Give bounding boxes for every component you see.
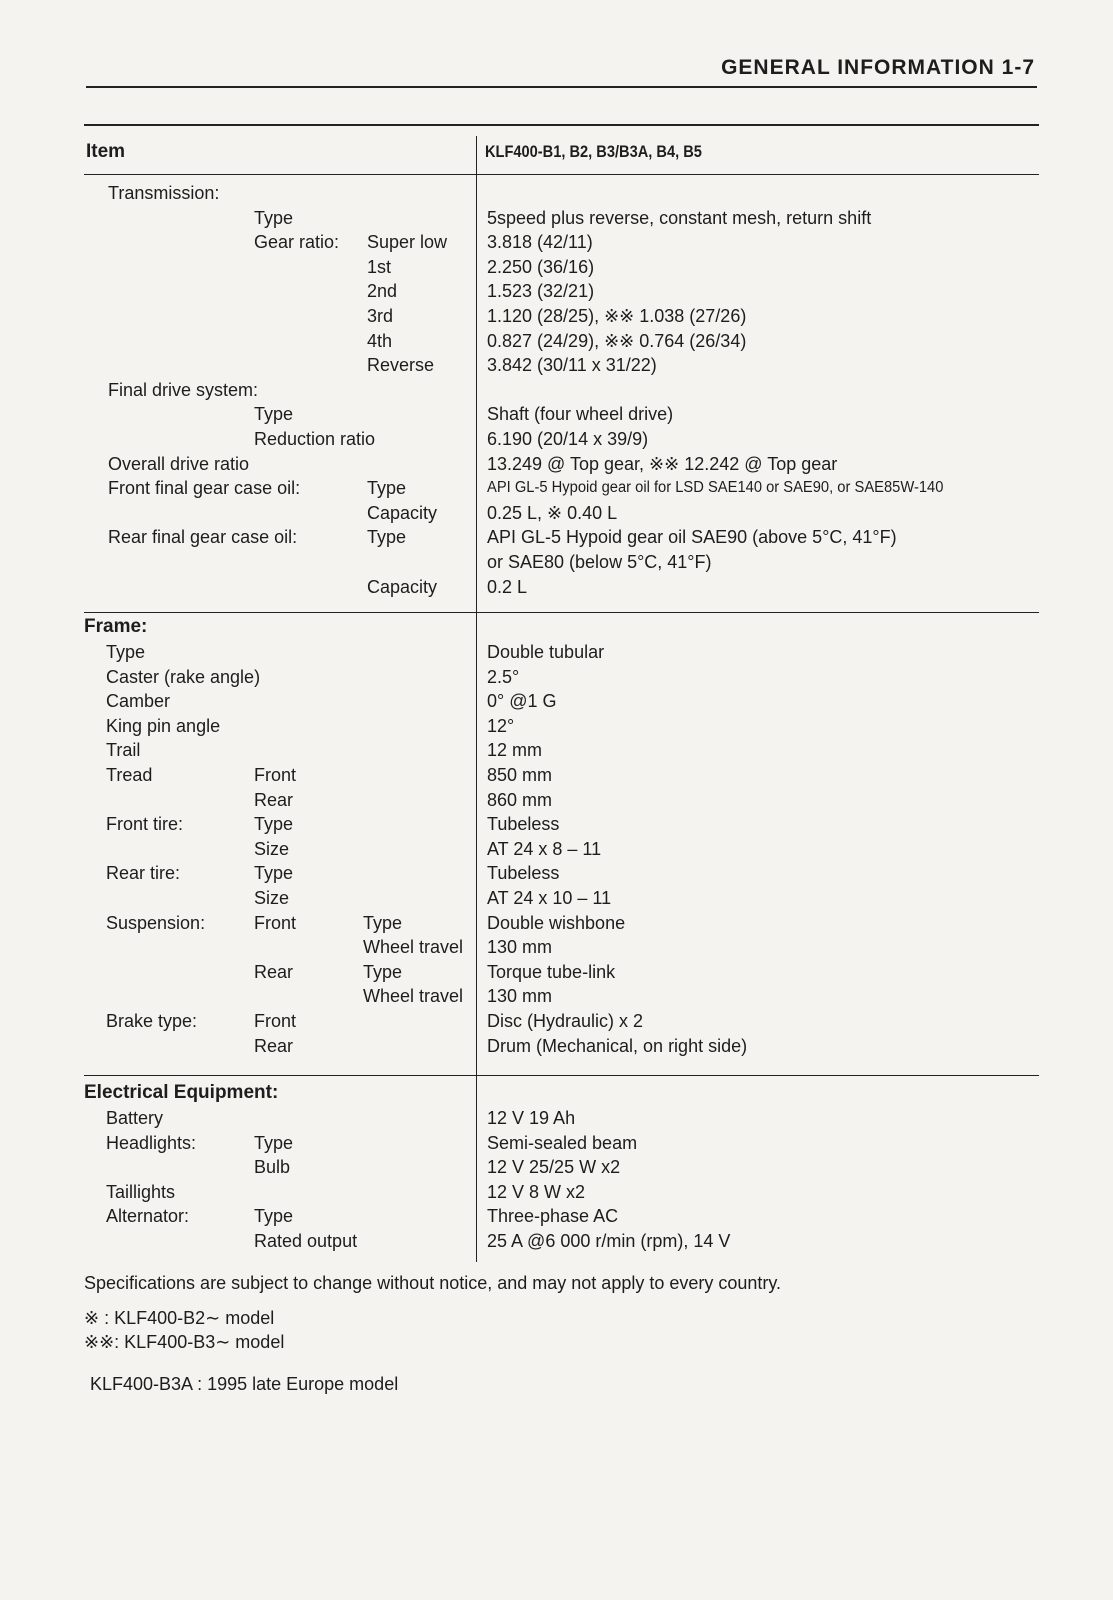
spec-sublabel: Type <box>254 814 294 835</box>
spec-sublabel: Gear ratio: <box>254 232 340 253</box>
frame-section-title: Frame: <box>84 616 148 637</box>
spec-value: 3.842 (30/11 x 31/22) <box>487 355 657 376</box>
spec-sublabel: Type <box>254 207 294 228</box>
spec-value: 860 mm <box>487 789 553 810</box>
spec-value: 12 mm <box>487 740 543 761</box>
spec-subsublabel: Capacity <box>367 576 438 597</box>
footnote-b2: ※ : KLF400-B2∼ model <box>84 1308 275 1328</box>
spec-subsublabel: 1st <box>367 256 392 277</box>
spec-label: Alternator: <box>106 1206 190 1227</box>
spec-value: 12 V 25/25 W x2 <box>487 1157 621 1178</box>
spec-label: Overall drive ratio <box>108 453 250 474</box>
spec-value: or SAE80 (below 5°C, 41°F) <box>487 552 712 572</box>
spec-value: 130 mm <box>487 986 553 1007</box>
footnote-b3: ※※: KLF400-B3∼ model <box>84 1332 285 1352</box>
spec-sublabel: Rear <box>254 1035 294 1056</box>
spec-sublabel: Size <box>254 838 290 859</box>
spec-sublabel: Type <box>254 863 294 884</box>
spec-subsublabel: Type <box>363 961 403 982</box>
spec-sublabel: Type <box>254 404 294 425</box>
spec-sublabel: Reduction ratio <box>254 429 376 449</box>
spec-label: Camber <box>106 691 171 712</box>
spec-value: Tubeless <box>487 814 560 835</box>
table-top-rule <box>84 124 1039 126</box>
spec-value: 25 A @6 000 r/min (rpm), 14 V <box>487 1231 731 1251</box>
column-divider <box>476 136 477 1262</box>
spec-label: Tread <box>106 765 153 785</box>
spec-value: Disc (Hydraulic) x 2 <box>487 1011 644 1031</box>
spec-value: 1.523 (32/21) <box>487 281 595 302</box>
spec-value: Double wishbone <box>487 912 626 933</box>
footnote-b3a: KLF400-B3A : 1995 late Europe model <box>90 1374 399 1394</box>
disclaimer-note: Specifications are subject to change without notice, and may not apply to every country. <box>84 1273 782 1293</box>
spec-value: 0.25 L, ※ 0.40 L <box>487 502 618 523</box>
spec-label: King pin angle <box>106 715 221 736</box>
spec-label: Taillights <box>106 1181 176 1202</box>
spec-value: Semi-sealed beam <box>487 1132 638 1153</box>
spec-value: 5speed plus reverse, constant mesh, return shift <box>487 207 872 228</box>
spec-sublabel: Front <box>254 765 297 785</box>
spec-value: Torque tube-link <box>487 961 616 982</box>
spec-label: Suspension: <box>106 912 206 933</box>
header-rule <box>86 86 1037 88</box>
spec-value: Tubeless <box>487 863 560 884</box>
spec-sublabel: Front <box>254 1011 297 1031</box>
spec-value: 13.249 @ Top gear, ※※ 12.242 @ Top gear <box>487 453 838 474</box>
spec-label: Caster (rake angle) <box>106 666 261 687</box>
spec-value: Shaft (four wheel drive) <box>487 404 674 425</box>
spec-sublabel: Rear <box>254 789 294 810</box>
spec-label: Rear final gear case oil: <box>108 527 298 548</box>
frame-section-rule <box>84 612 1039 613</box>
spec-value: 2.5° <box>487 666 520 687</box>
spec-value: Drum (Mechanical, on right side) <box>487 1035 748 1056</box>
page-header-title: GENERAL INFORMATION 1-7 <box>721 56 1035 79</box>
electrical-section-title: Electrical Equipment: <box>84 1082 279 1103</box>
item-header-rule <box>84 174 1039 175</box>
model-column-header: KLF400-B1, B2, B3/B3A, B4, B5 <box>485 142 702 161</box>
spec-subsublabel: Type <box>363 912 403 933</box>
spec-label: Trail <box>106 740 141 761</box>
spec-value: 2.250 (36/16) <box>487 256 595 277</box>
spec-label: Battery <box>106 1108 164 1128</box>
spec-sublabel: Size <box>254 888 290 908</box>
spec-sublabel: Rated output <box>254 1231 358 1251</box>
spec-subsublabel: Type <box>367 527 407 548</box>
spec-value: 6.190 (20/14 x 39/9) <box>487 429 649 449</box>
spec-label: Front final gear case oil: <box>108 478 301 499</box>
spec-value: 0° @1 G <box>487 691 557 712</box>
spec-value: 12 V 19 Ah <box>487 1108 576 1128</box>
spec-subsublabel: 2nd <box>367 281 398 302</box>
spec-sublabel: Type <box>254 1132 294 1153</box>
spec-sublabel: Bulb <box>254 1157 291 1178</box>
spec-subsublabel: Wheel travel <box>363 986 464 1007</box>
item-column-header: Item <box>86 141 126 162</box>
spec-subsublabel: Reverse <box>367 355 435 376</box>
spec-label: Brake type: <box>106 1011 198 1031</box>
spec-subsublabel: 3rd <box>367 306 394 326</box>
spec-label: Front tire: <box>106 814 184 835</box>
spec-value: AT 24 x 8 – 11 <box>487 838 602 859</box>
spec-value: Three-phase AC <box>487 1206 619 1227</box>
spec-value: 1.120 (28/25), ※※ 1.038 (27/26) <box>487 306 747 326</box>
spec-value: API GL-5 Hypoid gear oil SAE90 (above 5°C, 41°F) <box>487 527 897 548</box>
spec-label: Final drive system: <box>108 379 259 400</box>
spec-value: 850 mm <box>487 765 553 785</box>
spec-subsublabel: Wheel travel <box>363 937 464 958</box>
spec-value: API GL-5 Hypoid gear oil for LSD SAE140 or SAE90, or SAE85W-140 <box>487 479 944 497</box>
electrical-section-rule <box>84 1075 1039 1076</box>
spec-subsublabel: 4th <box>367 330 393 351</box>
spec-subsublabel: Capacity <box>367 502 438 523</box>
spec-sublabel: Type <box>254 1206 294 1227</box>
spec-value: 130 mm <box>487 937 553 958</box>
spec-value: AT 24 x 10 – 11 <box>487 888 612 908</box>
spec-value: 12° <box>487 715 515 736</box>
spec-value: 0.2 L <box>487 576 528 597</box>
spec-label: Headlights: <box>106 1132 197 1153</box>
spec-value: 0.827 (24/29), ※※ 0.764 (26/34) <box>487 330 747 351</box>
spec-value: 3.818 (42/11) <box>487 232 593 253</box>
spec-subsublabel: Type <box>367 478 407 499</box>
spec-value: Double tubular <box>487 642 605 662</box>
spec-value: 12 V 8 W x2 <box>487 1181 586 1202</box>
spec-label: Transmission: <box>108 183 220 203</box>
spec-label: Type <box>106 642 146 662</box>
spec-label: Rear tire: <box>106 863 181 884</box>
spec-sublabel: Rear <box>254 961 294 982</box>
spec-sublabel: Front <box>254 912 297 933</box>
spec-subsublabel: Super low <box>367 232 448 253</box>
